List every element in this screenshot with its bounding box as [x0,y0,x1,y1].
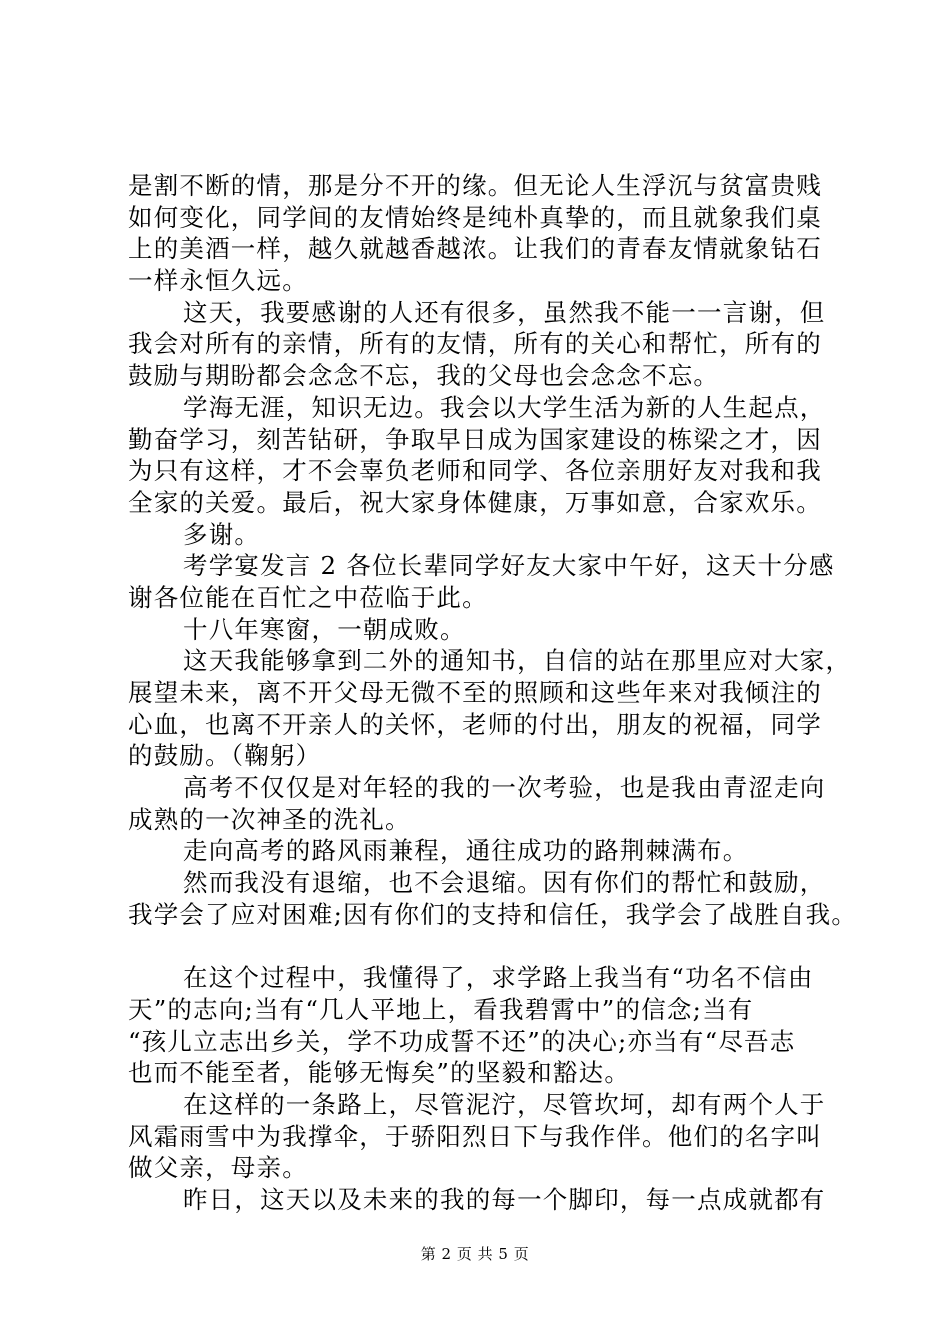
text-line: 考学宴发言 2 各位长辈同学好友大家中午好，这天十分感 [183,551,835,581]
text-line: 成熟的一次神圣的洗礼。 [128,804,411,834]
text-line: 一样永恒久远。 [128,266,308,296]
text-line: 鼓励与期盼都会念念不忘，我的父母也会念念不忘。 [128,361,720,391]
text-line: 我学会了应对困难;因有你们的支持和信任，我学会了战胜自我。 [128,899,858,929]
text-line: 是割不断的情，那是分不开的缘。但无论人生浮沉与贫富贵贱 [128,171,822,200]
text-line: 学海无涯，知识无边。我会以大学生活为新的人生起点， [183,392,826,422]
text-line: 做父亲，母亲。 [128,1153,308,1183]
text-line: 在这个过程中，我懂得了，求学路上我当有“功名不信由 [183,963,814,993]
text-line: 天”的志向;当有“几人平地上，看我碧霄中”的信念;当有 [128,994,754,1024]
text-line: 的鼓励。（鞠躬） [128,741,322,771]
text-line: 为只有这样，才不会辜负老师和同学、各位亲朋好友对我和我 [128,456,822,486]
text-line: 然而我没有退缩，也不会退缩。因有你们的帮忙和鼓励， [183,868,826,898]
blank-line [128,931,848,963]
text-line: 全家的关爱。最后，祝大家身体健康，万事如意，合家欢乐。 [128,487,822,517]
text-line: 多谢。 [183,519,261,549]
text-line: 也而不能至者，能够无悔矣”的坚毅和豁达。 [128,1058,631,1088]
text-line: 我会对所有的亲情，所有的友情，所有的关心和帮忙，所有的 [128,329,822,359]
text-line: 这天，我要感谢的人还有很多，虽然我不能一一言谢，但 [183,297,826,327]
text-line: 这天我能够拿到二外的通知书，自信的站在那里应对大家， [183,646,852,676]
text-line: 谢各位能在百忙之中莅临于此。 [128,582,488,612]
text-line: “孩儿立志出乡关，学不功成誓不还”的决心;亦当有“尽吾志 [128,1026,796,1056]
text-line: 十八年寒窗，一朝成败。 [183,614,466,644]
text-line: 心血，也离不开亲人的关怀，老师的付出，朋友的祝福，同学 [128,709,822,739]
page-footer: 第 2 页 共 5 页 [420,1245,530,1263]
text-line: 走向高考的路风雨兼程，通往成功的路荆棘满布。 [183,836,749,866]
text-line: 风霜雨雪中为我撑伞，于骄阳烈日下与我作伴。他们的名字叫 [128,1121,822,1151]
text-line: 上的美酒一样，越久就越香越浓。让我们的青春友情就象钻石 [128,234,822,264]
text-line: 昨日，这天以及未来的我的每一个脚印，每一点成就都有 [183,1185,826,1214]
document-body [128,170,858,1216]
text-line: 展望未来，离不开父母无微不至的照顾和这些年来对我倾注的 [128,678,822,707]
text-line: 高考不仅仅是对年轻的我的一次考验，也是我由青涩走向 [183,773,826,803]
text-line: 勤奋学习，刻苦钻研，争取早日成为国家建设的栋梁之才，因 [128,424,822,454]
text-line: 如何变化，同学间的友情始终是纯朴真挚的，而且就象我们桌 [128,202,822,232]
text-line: 在这样的一条路上，尽管泥泞，尽管坎坷，却有两个人于 [183,1089,826,1119]
